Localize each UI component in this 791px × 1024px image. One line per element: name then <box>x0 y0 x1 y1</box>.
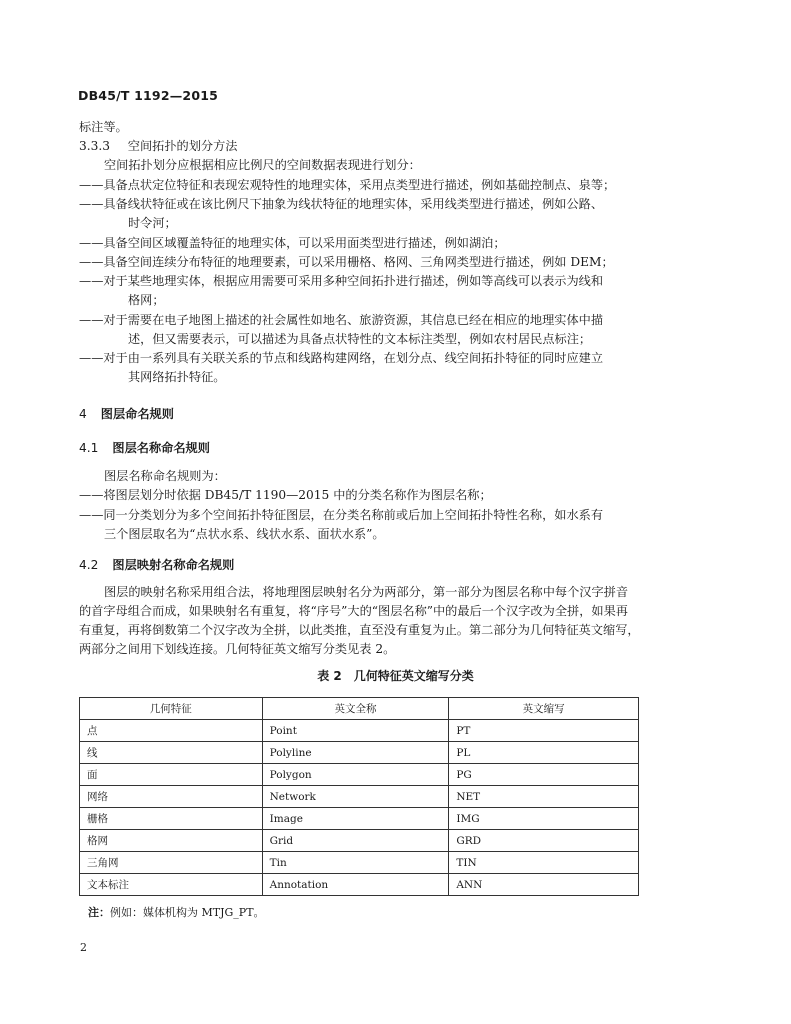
list-item: ——具备空间连续分布特征的地理要素，可以采用栅格、格网、三角网类型进行描述，例如 DEM； <box>79 255 614 269</box>
section-3-3-3-heading <box>79 138 237 154</box>
table-header-cell: 英文全称 <box>262 698 449 720</box>
list-item: ——将图层划分时依据 DB45/T 1190—2015 中的分类名称作为图层名称； <box>79 488 492 502</box>
table-cell: PT <box>449 720 639 742</box>
table-cell: PG <box>449 764 639 786</box>
continuation-text: 标注等。 <box>79 120 128 134</box>
section-number: 4 <box>79 407 87 421</box>
table-row <box>80 808 639 830</box>
section-4-heading <box>79 405 174 422</box>
table-cell: Point <box>262 720 449 742</box>
section-4-2-heading <box>79 556 234 573</box>
list-item-continuation: 格网； <box>128 293 165 307</box>
table-cell: Polyline <box>262 742 449 764</box>
table-header-row <box>80 698 639 720</box>
list-item: ——具备空间区域覆盖特征的地理实体，可以采用面类型进行描述，例如湖泊； <box>79 236 506 250</box>
section-intro: 空间拓扑划分应根据相应比例尺的空间数据表现进行划分： <box>104 158 421 172</box>
table-cell: 点 <box>80 720 263 742</box>
table-cell: 线 <box>80 742 263 764</box>
list-item: ——同一分类划分为多个空间拓扑特征图层，在分类名称前或后加上空间拓扑特性名称，如水系有 <box>79 508 604 522</box>
table-cell: Annotation <box>262 874 449 896</box>
section-title: 空间拓扑的划分方法 <box>127 139 238 153</box>
table-caption: 表 2 几何特征英文缩写分类 <box>317 669 474 683</box>
note-label: 注： <box>88 906 110 919</box>
list-item: ——具备点状定位特征和表现宏观特性的地理实体，采用点类型进行描述，例如基础控制点、泉等； <box>79 178 616 192</box>
section-intro: 图层名称命名规则为： <box>104 469 226 483</box>
table-cell: 文本标注 <box>80 874 263 896</box>
table-cell: PL <box>449 742 639 764</box>
table-cell: 格网 <box>80 830 263 852</box>
table-row <box>80 852 639 874</box>
page-number: 2 <box>80 941 87 954</box>
table-cell: Grid <box>262 830 449 852</box>
table-row <box>80 742 639 764</box>
geometry-abbreviation-table <box>79 697 639 896</box>
table-cell: 栅格 <box>80 808 263 830</box>
table-row <box>80 874 639 896</box>
section-title: 图层映射名称命名规则 <box>112 558 235 572</box>
list-item: ——对于某些地理实体，根据应用需要可采用多种空间拓扑进行描述，例如等高线可以表示为线和 <box>79 274 604 288</box>
table-cell: Image <box>262 808 449 830</box>
list-item-continuation: 三个图层取名为“点状水系、线状水系、面状水系”。 <box>104 527 385 541</box>
table-row <box>80 786 639 808</box>
paragraph-line: 有重复，再将倒数第二个汉字改为全拼，以此类推，直至没有重复为止。第二部分为几何特征英文缩写， <box>79 623 640 637</box>
table-header-cell: 几何特征 <box>80 698 263 720</box>
section-number: 3.3.3 <box>79 139 111 153</box>
list-item-continuation: 其网络拓扑特征。 <box>128 370 226 384</box>
list-item: ——对于由一系列具有关联关系的节点和线路构建网络，在划分点、线空间拓扑特征的同时应建立 <box>79 351 604 365</box>
table-header-cell: 英文缩写 <box>449 698 639 720</box>
table-cell: ANN <box>449 874 639 896</box>
table-cell: 三角网 <box>80 852 263 874</box>
table-row <box>80 830 639 852</box>
section-title: 图层名称命名规则 <box>112 441 210 455</box>
table-note <box>88 904 265 920</box>
list-item-continuation: 述，但又需要表示，可以描述为具备点状特性的文本标注类型，例如农村居民点标注； <box>128 332 592 346</box>
table-cell: Tin <box>262 852 449 874</box>
section-number: 4.1 <box>79 441 99 455</box>
list-item-continuation: 时令河； <box>128 216 177 230</box>
table-cell: 网络 <box>80 786 263 808</box>
table-row <box>80 764 639 786</box>
table-cell: NET <box>449 786 639 808</box>
list-item: ——对于需要在电子地图上描述的社会属性如地名、旅游资源，其信息已经在相应的地理实体中描 <box>79 313 604 327</box>
paragraph-line: 两部分之间用下划线连接。几何特征英文缩写分类见表 2。 <box>79 642 396 656</box>
note-text: 例如：媒体机构为 MTJG_PT。 <box>110 906 265 919</box>
table-cell: Polygon <box>262 764 449 786</box>
list-item: ——具备线状特征或在该比例尺下抽象为线状特征的地理实体，采用线类型进行描述，例如公路、 <box>79 197 604 211</box>
section-title: 图层命名规则 <box>100 407 174 421</box>
document-code-header: DB45/T 1192—2015 <box>78 88 219 103</box>
table-cell: IMG <box>449 808 639 830</box>
table-cell: Network <box>262 786 449 808</box>
table-cell: TIN <box>449 852 639 874</box>
table-cell: 面 <box>80 764 263 786</box>
paragraph-line: 图层的映射名称采用组合法，将地理图层映射名分为两部分，第一部分为图层名称中每个汉字拼音 <box>104 585 629 599</box>
section-number: 4.2 <box>79 558 99 572</box>
table-cell: GRD <box>449 830 639 852</box>
table-row <box>80 720 639 742</box>
paragraph-line: 的首字母组合而成，如果映射名有重复，将“序号”大的“图层名称”中的最后一个汉字改为全拼，如果再 <box>79 604 628 618</box>
section-4-1-heading <box>79 439 210 456</box>
